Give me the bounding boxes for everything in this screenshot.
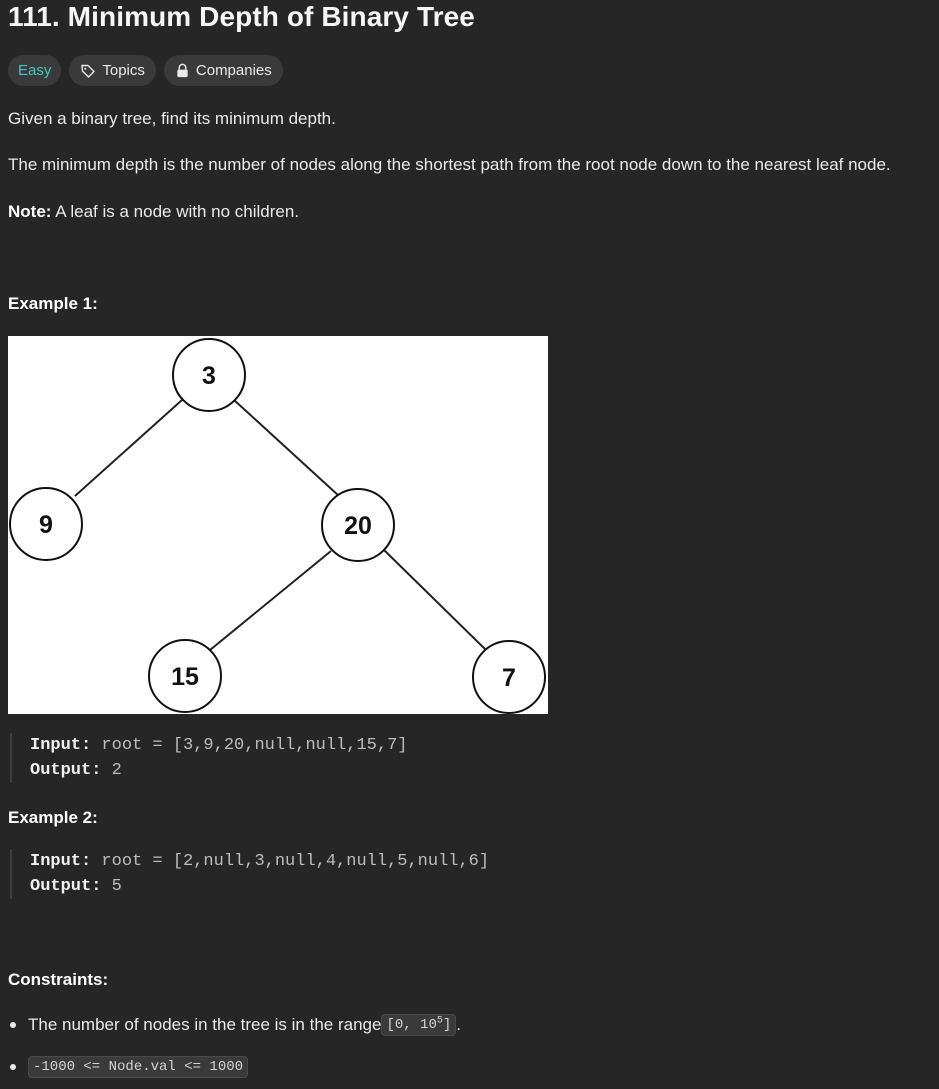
input-label: Input: [30,736,92,755]
constraint-1-period: . [456,1015,462,1034]
tree-diagram [8,336,548,714]
difficulty-badge[interactable] [8,55,61,86]
example-1-input-line [30,733,407,758]
constraint-2-code: -1000 <= Node.val <= 1000 [28,1056,248,1078]
lock-icon [175,63,190,78]
constraint-1-code: [0, $10^5$] [381,1014,456,1036]
page-title: 111. Minimum Depth of Binary Tree [8,1,475,32]
output-value: 5 [101,877,122,896]
example-2-io [10,849,489,899]
note-label: Note: [8,202,52,221]
output-label: Output: [30,761,102,780]
tree-node-label: 15 [171,663,199,691]
example-2-input-line [30,849,489,874]
description-paragraph-1: Given a binary tree, find its minimum depth. [8,109,336,128]
tree-node-label: 9 [39,511,53,539]
bullet-dot [10,1064,16,1070]
example-1-output-line [30,758,407,783]
output-label: Output: [30,877,102,896]
topics-button[interactable] [69,55,156,86]
constraints-heading: Constraints: [8,970,109,989]
example-2-output-line [30,874,489,899]
tag-row [8,55,283,86]
example-1-tree-image [8,336,548,714]
example-2-heading: Example 2: [8,808,98,827]
companies-button[interactable] [164,55,283,86]
tag-icon [80,63,96,79]
input-value: root = [3,9,20,null,null,15,7] [91,736,408,755]
tree-node-label: 3 [202,362,216,390]
constraint-1-text: The number of nodes in the tree is in the range [28,1015,382,1034]
companies-label: Companies [195,62,272,79]
bullet-dot [10,1022,16,1028]
note-paragraph [8,201,299,223]
edge-20-15 [210,551,331,650]
edge-3-9 [75,400,182,496]
tree-node-label: 20 [344,512,372,540]
input-label: Input: [30,852,92,871]
note-text: A leaf is a node with no children. [51,202,300,221]
edge-20-7 [384,550,485,649]
list-item [8,1014,461,1036]
edge-3-20 [234,400,339,496]
topics-label: Topics [102,62,145,79]
input-value: root = [2,null,3,null,4,null,5,null,6] [91,852,490,871]
description-paragraph-2: The minimum depth is the number of nodes along the shortest path from the root node down to the nearest leaf node. [8,155,891,174]
difficulty-label: Easy [18,62,52,79]
tree-node-label: 7 [502,664,516,692]
example-1-io [10,733,407,783]
output-value: 2 [101,761,122,780]
list-item [8,1056,248,1078]
example-1-heading: Example 1: [8,294,98,313]
